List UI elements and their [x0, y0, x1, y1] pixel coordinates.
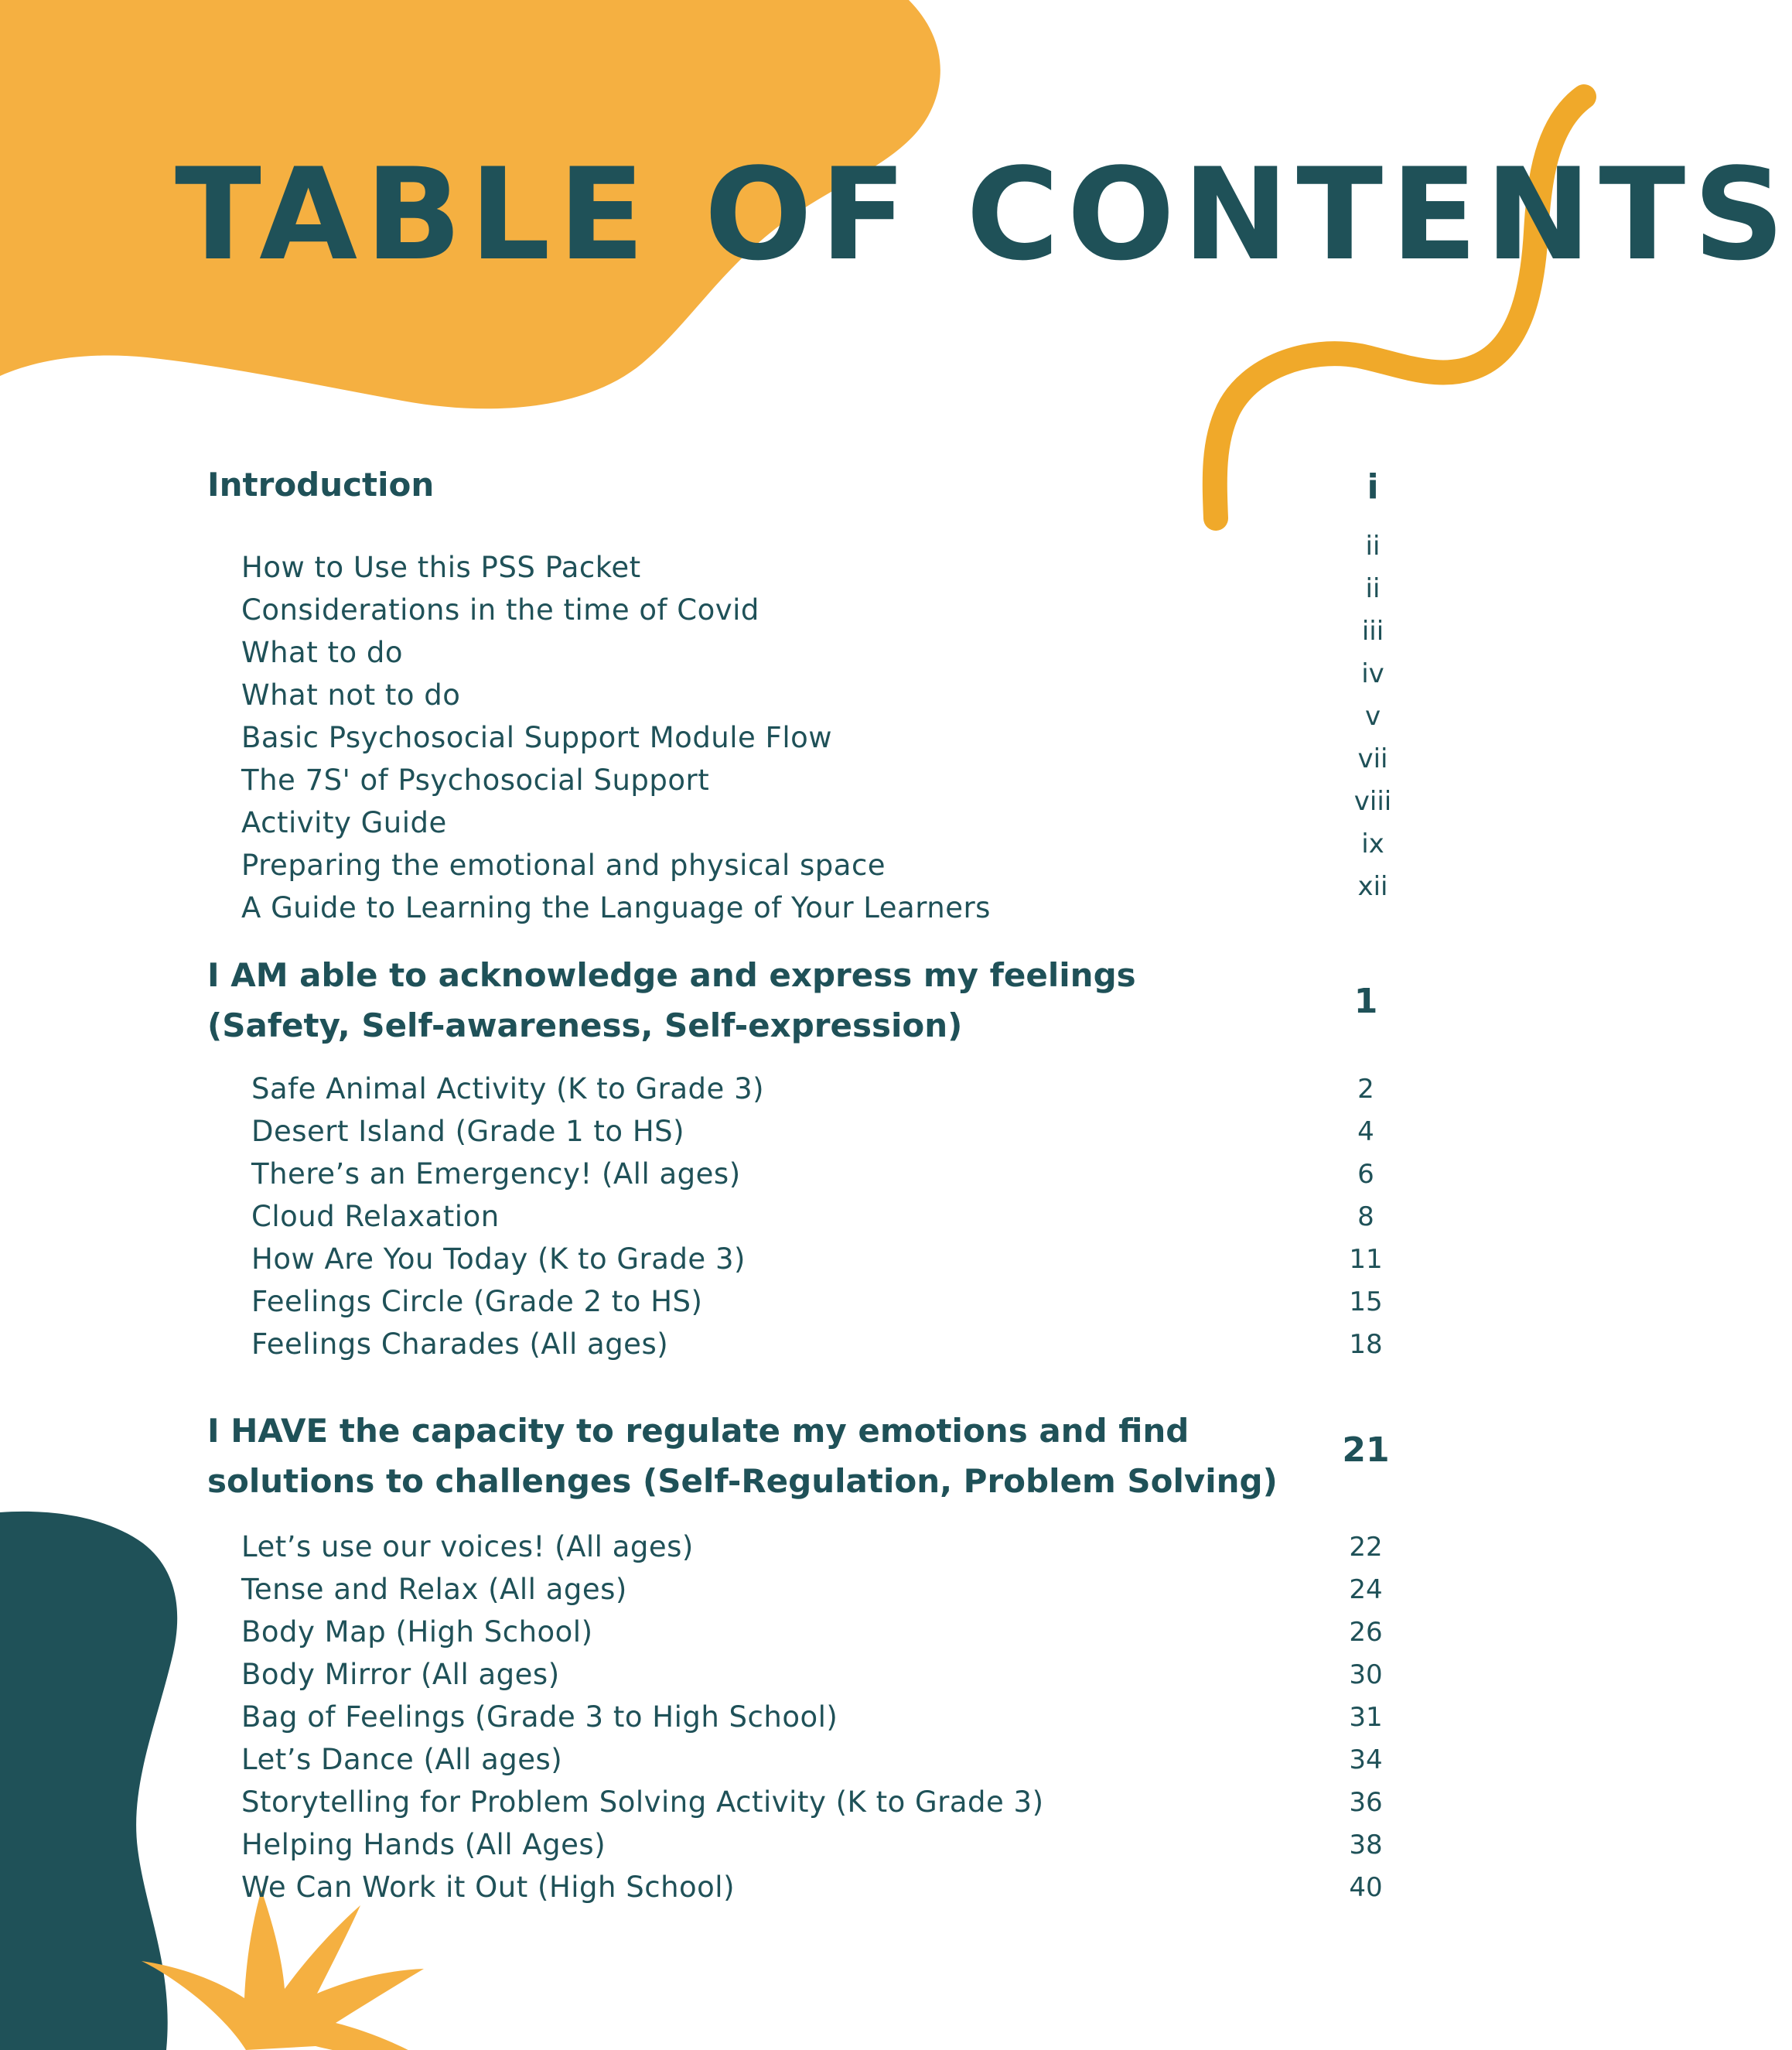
toc-entry: Considerations in the time of Covid	[241, 593, 759, 627]
toc-page-number: 31	[1349, 1702, 1383, 1733]
section-page-number: 1	[1353, 982, 1378, 1021]
toc-page-number: 6	[1357, 1159, 1374, 1190]
teal-blob-shape	[0, 1512, 177, 2050]
toc-page-number: v	[1364, 701, 1381, 732]
toc-page-number: ii	[1365, 531, 1381, 562]
toc-page-number: iii	[1361, 616, 1384, 647]
toc-page-number: 18	[1349, 1329, 1383, 1360]
toc-page-number: 40	[1349, 1872, 1383, 1903]
toc-entry: Tense and Relax (All ages)	[241, 1573, 627, 1606]
toc-entry: Bag of Feelings (Grade 3 to High School)	[241, 1700, 838, 1734]
toc-entry: There’s an Emergency! (All ages)	[251, 1157, 741, 1191]
toc-page-number: 11	[1349, 1244, 1383, 1275]
toc-entry: Storytelling for Problem Solving Activity (K to Grade 3)	[241, 1785, 1044, 1819]
toc-entry: Cloud Relaxation	[251, 1200, 500, 1233]
section-heading: Introduction	[207, 466, 435, 504]
toc-entry: Let’s Dance (All ages)	[241, 1743, 563, 1776]
toc-entry: Helping Hands (All Ages)	[241, 1828, 606, 1861]
toc-page-number: viii	[1353, 786, 1392, 817]
section-heading: I AM able to acknowledge and express my feelings	[207, 956, 1136, 994]
orange-star-shape	[142, 1890, 430, 2050]
toc-page-number: 2	[1357, 1074, 1374, 1105]
toc-entry: Body Mirror (All ages)	[241, 1658, 560, 1691]
toc-entry: Let’s use our voices! (All ages)	[241, 1530, 694, 1563]
section-heading: (Safety, Self-awareness, Self-expression)	[207, 1006, 963, 1044]
section-page-number: 21	[1342, 1430, 1390, 1470]
page-title: TABLE OF CONTENTS	[175, 141, 1792, 289]
toc-page-number: 36	[1349, 1787, 1383, 1818]
toc-page-number: xii	[1357, 871, 1388, 902]
toc-page-number: iv	[1361, 658, 1384, 689]
toc-entry: Preparing the emotional and physical space	[241, 849, 886, 882]
toc-entry: Safe Animal Activity (K to Grade 3)	[251, 1072, 765, 1105]
toc-page-number: ii	[1365, 573, 1381, 604]
toc-entry: Desert Island (Grade 1 to HS)	[251, 1115, 685, 1148]
toc-entry: Feelings Circle (Grade 2 to HS)	[251, 1285, 703, 1318]
toc-entry: What not to do	[241, 678, 461, 712]
toc-page-number: vii	[1357, 743, 1388, 774]
toc-page-number: ix	[1361, 829, 1384, 859]
toc-entry: We Can Work it Out (High School)	[241, 1871, 736, 1904]
section-heading: solutions to challenges (Self-Regulation, Problem Solving)	[207, 1462, 1278, 1500]
toc-entry: What to do	[241, 636, 404, 669]
toc-page-number: 4	[1357, 1116, 1374, 1147]
toc-page-number: 15	[1349, 1286, 1383, 1317]
toc-entry: Feelings Charades (All ages)	[251, 1327, 669, 1361]
toc-entry: How to Use this PSS Packet	[241, 551, 641, 584]
toc-page-number: 26	[1349, 1617, 1383, 1648]
toc-page-number: 8	[1357, 1201, 1374, 1232]
toc-page-number: 24	[1349, 1574, 1383, 1605]
toc-page-number: 34	[1349, 1744, 1383, 1775]
toc-entry: Activity Guide	[241, 806, 447, 839]
toc-entry: The 7S' of Psychosocial Support	[241, 764, 710, 797]
toc-entry: A Guide to Learning the Language of Your Learners	[241, 891, 991, 924]
section-heading: I HAVE the capacity to regulate my emotions and find	[207, 1412, 1190, 1450]
toc-page-number: 38	[1349, 1830, 1383, 1860]
toc-entry: How Are You Today (K to Grade 3)	[251, 1242, 746, 1276]
toc-entry: Body Map (High School)	[241, 1615, 593, 1649]
toc-page-number: 22	[1349, 1532, 1383, 1563]
section-page-number: i	[1367, 467, 1379, 507]
toc-entry: Basic Psychosocial Support Module Flow	[241, 721, 833, 754]
toc-page-number: 30	[1349, 1659, 1383, 1690]
